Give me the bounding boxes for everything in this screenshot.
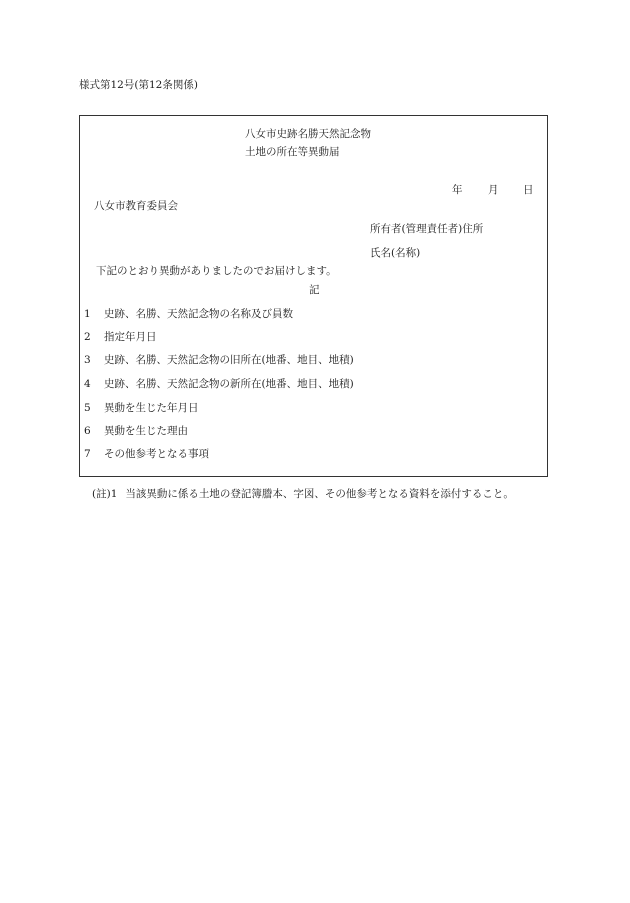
footnote-text: 当該異動に係る土地の登記簿謄本、字図、その他参考となる資料を添付すること。 — [125, 488, 514, 500]
item-text: 史跡、名勝、天然記念物の名称及び員数 — [104, 308, 293, 320]
list-item — [84, 449, 209, 460]
date-month-label: 月 — [488, 184, 499, 196]
form-number: 様式第12号(第12条関係) — [79, 79, 198, 91]
list-item — [84, 309, 293, 320]
item-number: 3 — [84, 354, 91, 366]
list-item — [84, 403, 199, 414]
owner-name-label: 氏名(名称) — [370, 247, 421, 259]
footnote — [92, 489, 514, 500]
list-item — [84, 332, 157, 343]
list-item — [84, 379, 354, 390]
item-text: 異動を生じた年月日 — [104, 402, 199, 414]
item-number: 7 — [84, 448, 91, 460]
item-text: 指定年月日 — [104, 331, 157, 343]
item-text: 異動を生じた理由 — [104, 425, 188, 437]
form-title-line1: 八女市史跡名勝天然記念物 — [245, 128, 371, 140]
notice-text: 下記のとおり異動がありましたのでお届けします。 — [96, 265, 337, 277]
item-text: 史跡、名勝、天然記念物の旧所在(地番、地目、地積) — [104, 354, 354, 366]
addressee: 八女市教育委員会 — [94, 200, 178, 212]
list-item — [84, 426, 188, 437]
form-box — [79, 115, 548, 477]
form-title-line2: 土地の所在等異動届 — [245, 146, 340, 158]
item-number: 2 — [84, 331, 91, 343]
date-year-label: 年 — [452, 184, 463, 196]
owner-address-label: 所有者(管理責任者)住所 — [370, 223, 484, 235]
ki-label: 記 — [309, 284, 320, 296]
list-item — [84, 355, 354, 366]
item-number: 4 — [84, 378, 91, 390]
item-text: その他参考となる事項 — [104, 448, 209, 460]
item-text: 史跡、名勝、天然記念物の新所在(地番、地目、地積) — [104, 378, 354, 390]
item-number: 5 — [84, 402, 91, 414]
footnote-label: (註)1 — [92, 488, 118, 500]
item-number: 6 — [84, 425, 91, 437]
date-day-label: 日 — [523, 184, 534, 196]
item-number: 1 — [84, 308, 91, 320]
